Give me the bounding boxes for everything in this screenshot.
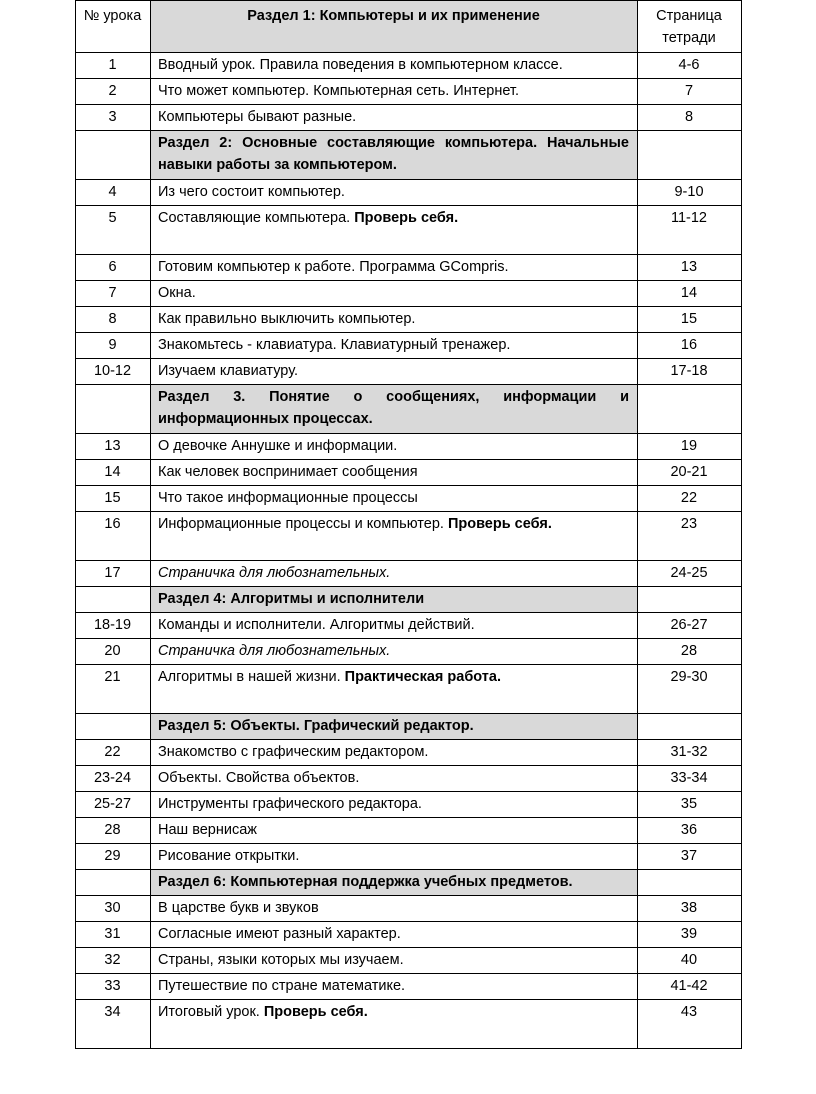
lesson-number: 8: [76, 307, 151, 333]
lesson-row: [76, 434, 742, 460]
notebook-page: 15: [638, 307, 742, 333]
lesson-number: 3: [76, 105, 151, 131]
section-empty-page: [638, 385, 742, 434]
notebook-page: 24-25: [638, 561, 742, 587]
lesson-row: [76, 818, 742, 844]
lesson-number: 13: [76, 434, 151, 460]
lesson-topic-text: Вводный урок. Правила поведения в компьютерном классе.: [158, 57, 563, 73]
lesson-number: 1: [76, 53, 151, 79]
lesson-number: 6: [76, 255, 151, 281]
lesson-topic-text: Страны, языки которых мы изучаем.: [158, 952, 404, 968]
section-title: Раздел 3. Понятие о сообщениях, информации и информационных процессах.: [151, 385, 638, 434]
section-empty-cell: [76, 870, 151, 896]
lesson-topic: [151, 255, 638, 281]
lesson-topic: [151, 281, 638, 307]
lesson-row: [76, 613, 742, 639]
lesson-number: 14: [76, 460, 151, 486]
notebook-page: 13: [638, 255, 742, 281]
lesson-row: [76, 486, 742, 512]
lesson-topic: [151, 792, 638, 818]
lesson-row: [76, 639, 742, 665]
lesson-topic-bold: Практическая работа.: [344, 669, 501, 685]
notebook-page: 11-12: [638, 206, 742, 255]
section-title: Раздел 5: Объекты. Графический редактор.: [151, 714, 638, 740]
section-row: [76, 587, 742, 613]
section-title: Раздел 6: Компьютерная поддержка учебных предметов.: [151, 870, 638, 896]
section-empty-cell: [76, 714, 151, 740]
notebook-page: 7: [638, 79, 742, 105]
lesson-number: 4: [76, 180, 151, 206]
lesson-topic-text: Инструменты графического редактора.: [158, 796, 422, 812]
section-empty-page: [638, 714, 742, 740]
section-title: Раздел 4: Алгоритмы и исполнители: [151, 587, 638, 613]
lesson-row: [76, 180, 742, 206]
lesson-topic-italic: Страничка для любознательных.: [158, 565, 391, 581]
lesson-topic: [151, 434, 638, 460]
lesson-number-header: № урока: [76, 1, 151, 53]
lesson-row: [76, 333, 742, 359]
section-row: [76, 870, 742, 896]
lesson-row: [76, 79, 742, 105]
lesson-number: 16: [76, 512, 151, 561]
lesson-number: 29: [76, 844, 151, 870]
notebook-page: 28: [638, 639, 742, 665]
notebook-page: 23: [638, 512, 742, 561]
notebook-page: 31-32: [638, 740, 742, 766]
notebook-page: 22: [638, 486, 742, 512]
lesson-topic-text: Рисование открытки.: [158, 848, 300, 864]
section-title: Раздел 2: Основные составляющие компьютера. Начальные навыки работы за компьютером.: [151, 131, 638, 180]
lesson-number: 2: [76, 79, 151, 105]
lesson-row: [76, 359, 742, 385]
notebook-page: 41-42: [638, 974, 742, 1000]
lesson-number: 7: [76, 281, 151, 307]
notebook-page: 39: [638, 922, 742, 948]
lesson-row: [76, 922, 742, 948]
lesson-topic-text: Что может компьютер. Компьютерная сеть. Интернет.: [158, 83, 519, 99]
lesson-row: [76, 307, 742, 333]
lesson-number: 5: [76, 206, 151, 255]
lesson-row: [76, 896, 742, 922]
notebook-page: 19: [638, 434, 742, 460]
notebook-page: 43: [638, 1000, 742, 1049]
section-row: [76, 131, 742, 180]
lesson-row: [76, 561, 742, 587]
lesson-row: [76, 974, 742, 1000]
section-empty-page: [638, 870, 742, 896]
lesson-number: 9: [76, 333, 151, 359]
lesson-topic-text: Как человек воспринимает сообщения: [158, 464, 418, 480]
notebook-page-header: Страница тетради: [638, 1, 742, 53]
section-empty-cell: [76, 131, 151, 180]
lesson-row: [76, 740, 742, 766]
lesson-topic: [151, 740, 638, 766]
lesson-topic-bold: Проверь себя.: [354, 210, 459, 226]
notebook-page: 4-6: [638, 53, 742, 79]
lesson-topic: [151, 105, 638, 131]
notebook-page: 14: [638, 281, 742, 307]
lesson-topic: [151, 359, 638, 385]
lesson-topic-text: Согласные имеют разный характер.: [158, 926, 401, 942]
lesson-row: [76, 255, 742, 281]
lesson-topic-text: Изучаем клавиатуру.: [158, 363, 299, 379]
lesson-topic-text: Что такое информационные процессы: [158, 490, 418, 506]
lesson-topic-bold: Проверь себя.: [263, 1004, 368, 1020]
notebook-page: 16: [638, 333, 742, 359]
section-1-title: Раздел 1: Компьютеры и их применение: [151, 1, 638, 53]
lesson-topic-text: Алгоритмы в нашей жизни.: [158, 669, 341, 685]
lesson-topic: [151, 818, 638, 844]
lesson-topic: [151, 639, 638, 665]
notebook-page: 40: [638, 948, 742, 974]
section-row: [76, 385, 742, 434]
lesson-topic-text: О девочке Аннушке и информации.: [158, 438, 398, 454]
section-empty-cell: [76, 587, 151, 613]
lesson-number: 28: [76, 818, 151, 844]
lesson-topic: [151, 948, 638, 974]
lesson-topic-text: Окна.: [158, 285, 196, 301]
lesson-row: [76, 105, 742, 131]
notebook-page: 33-34: [638, 766, 742, 792]
lesson-number: 32: [76, 948, 151, 974]
lesson-topic-italic: Страничка для любознательных.: [158, 643, 391, 659]
notebook-page: 17-18: [638, 359, 742, 385]
lesson-topic-text: Знакомьтесь - клавиатура. Клавиатурный тренажер.: [158, 337, 511, 353]
notebook-page: 38: [638, 896, 742, 922]
lesson-plan-table: [75, 0, 742, 1049]
lesson-row: [76, 512, 742, 561]
lesson-number: 31: [76, 922, 151, 948]
notebook-page: 20-21: [638, 460, 742, 486]
notebook-page: 36: [638, 818, 742, 844]
lesson-topic: [151, 333, 638, 359]
lesson-number: 25-27: [76, 792, 151, 818]
lesson-topic: [151, 460, 638, 486]
lesson-topic-text: Как правильно выключить компьютер.: [158, 311, 416, 327]
notebook-page: 29-30: [638, 665, 742, 714]
lesson-row: [76, 53, 742, 79]
lesson-topic: [151, 922, 638, 948]
lesson-number: 33: [76, 974, 151, 1000]
lesson-number: 22: [76, 740, 151, 766]
lesson-topic-text: Наш вернисаж: [158, 822, 257, 838]
lesson-number: 23-24: [76, 766, 151, 792]
lesson-number: 20: [76, 639, 151, 665]
lesson-topic-text: Составляющие компьютера.: [158, 210, 351, 226]
section-empty-page: [638, 587, 742, 613]
lesson-topic: [151, 307, 638, 333]
lesson-number: 18-19: [76, 613, 151, 639]
lesson-row: [76, 460, 742, 486]
section-row: [76, 714, 742, 740]
lesson-number: 15: [76, 486, 151, 512]
lesson-topic-text: В царстве букв и звуков: [158, 900, 319, 916]
lesson-topic-bold: Проверь себя.: [447, 516, 552, 532]
lesson-topic-text: Итоговый урок.: [158, 1004, 260, 1020]
section-empty-cell: [76, 385, 151, 434]
lesson-topic: [151, 1000, 638, 1049]
lesson-topic: [151, 79, 638, 105]
lesson-topic-text: Информационные процессы и компьютер.: [158, 516, 444, 532]
lesson-topic: [151, 844, 638, 870]
section-empty-page: [638, 131, 742, 180]
lesson-row: [76, 844, 742, 870]
lesson-number: 30: [76, 896, 151, 922]
lesson-topic: [151, 665, 638, 714]
lesson-topic: [151, 180, 638, 206]
lesson-plan-body: [76, 1, 742, 1049]
lesson-row: [76, 948, 742, 974]
notebook-page: 8: [638, 105, 742, 131]
lesson-topic-text: Команды и исполнители. Алгоритмы действий.: [158, 617, 475, 633]
lesson-row: [76, 206, 742, 255]
lesson-topic-text: Готовим компьютер к работе. Программа GCompris.: [158, 259, 509, 275]
lesson-topic-text: Знакомство с графическим редактором.: [158, 744, 429, 760]
lesson-row: [76, 766, 742, 792]
header-row: [76, 1, 742, 53]
lesson-topic-text: Путешествие по стране математике.: [158, 978, 406, 994]
lesson-row: [76, 281, 742, 307]
lesson-row: [76, 665, 742, 714]
lesson-topic-text: Из чего состоит компьютер.: [158, 184, 345, 200]
lesson-topic-text: Объекты. Свойства объектов.: [158, 770, 360, 786]
lesson-number: 21: [76, 665, 151, 714]
lesson-topic: [151, 512, 638, 561]
lesson-topic-text: Компьютеры бывают разные.: [158, 109, 357, 125]
lesson-number: 17: [76, 561, 151, 587]
notebook-page: 9-10: [638, 180, 742, 206]
lesson-topic: [151, 561, 638, 587]
lesson-topic: [151, 766, 638, 792]
notebook-page: 26-27: [638, 613, 742, 639]
lesson-number: 34: [76, 1000, 151, 1049]
notebook-page: 35: [638, 792, 742, 818]
notebook-page: 37: [638, 844, 742, 870]
lesson-topic: [151, 974, 638, 1000]
lesson-topic: [151, 206, 638, 255]
lesson-row: [76, 1000, 742, 1049]
lesson-topic: [151, 896, 638, 922]
lesson-topic: [151, 613, 638, 639]
lesson-topic: [151, 486, 638, 512]
lesson-topic: [151, 53, 638, 79]
lesson-number: 10-12: [76, 359, 151, 385]
lesson-row: [76, 792, 742, 818]
